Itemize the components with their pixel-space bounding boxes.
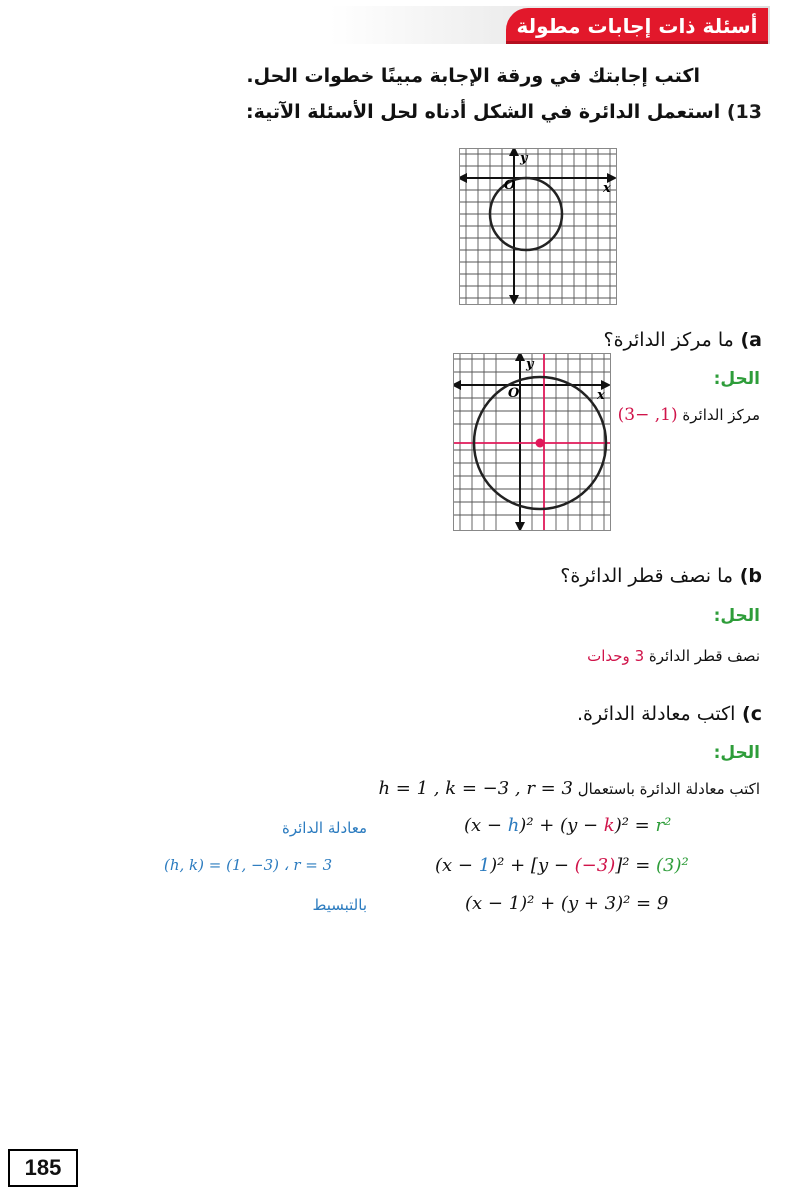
part-a-label: a (749, 329, 762, 351)
part-b-label: b (748, 565, 762, 587)
origin-label-2: O (508, 386, 520, 401)
part-c-intro: اكتب معادلة الدائرة باستعمال h = 1 , k = −3 , r = 3 (378, 778, 760, 799)
question-number: 13) (726, 101, 762, 123)
part-b-answer: نصف قطر الدائرة 3 وحدات (587, 647, 760, 665)
equation-standard: (x − h)² + (y − k)² = r² (464, 815, 672, 836)
part-b-solution-label: الحل: (713, 606, 760, 626)
grid-lines (460, 149, 616, 304)
part-a-question: a) ما مركز الدائرة؟ (603, 329, 762, 351)
grid-lines-2 (454, 354, 610, 530)
given-values: h = 1 , k = −3 , r = 3 (378, 778, 573, 799)
note-standard: معادلة الدائرة (282, 819, 367, 837)
origin-label: O (504, 178, 516, 193)
center-value: (1, −3) (617, 405, 678, 425)
equation-final: (x − 1)² + (y + 3)² = 9 (465, 893, 669, 914)
part-a-solution-label: الحل: (713, 369, 760, 389)
section-title: أسئلة ذات إجابات مطولة (506, 8, 768, 44)
y-axis-label: y (520, 151, 528, 166)
instruction-text: اكتب إجابتك في ورقة الإجابة مبينًا خطوات الحل. (246, 65, 700, 87)
radius-value: 3 وحدات (587, 647, 645, 665)
part-c-question: c) اكتب معادلة الدائرة. (576, 703, 762, 725)
part-b-question: b) ما نصف قطر الدائرة؟ (560, 565, 762, 587)
circle-graph-figure (459, 148, 617, 305)
center-point (536, 439, 545, 448)
note-simplify: بالتبسيط (312, 896, 367, 914)
part-c-solution-label: الحل: (713, 743, 760, 763)
note-substitute: (h, k) = (1, −3) ، r = 3 (164, 856, 333, 874)
part-c-label: c (750, 703, 762, 725)
part-a-answer: مركز الدائرة (1, −3) (617, 405, 760, 425)
y-axis-label-2: y (526, 357, 534, 372)
x-axis-label: x (603, 181, 611, 196)
equation-substituted: (x − 1)² + [y − (−3)]² = (3)² (435, 855, 689, 876)
circle-center-graph (454, 354, 610, 530)
question-13 (246, 101, 762, 123)
question-text: استعمل الدائرة في الشكل أدناه لحل الأسئلة الآتية: (246, 101, 721, 123)
x-axis-label-2: x (597, 388, 605, 403)
page-number: 185 (8, 1149, 78, 1187)
circle-graph (460, 149, 616, 304)
circle-center-figure (453, 353, 611, 531)
